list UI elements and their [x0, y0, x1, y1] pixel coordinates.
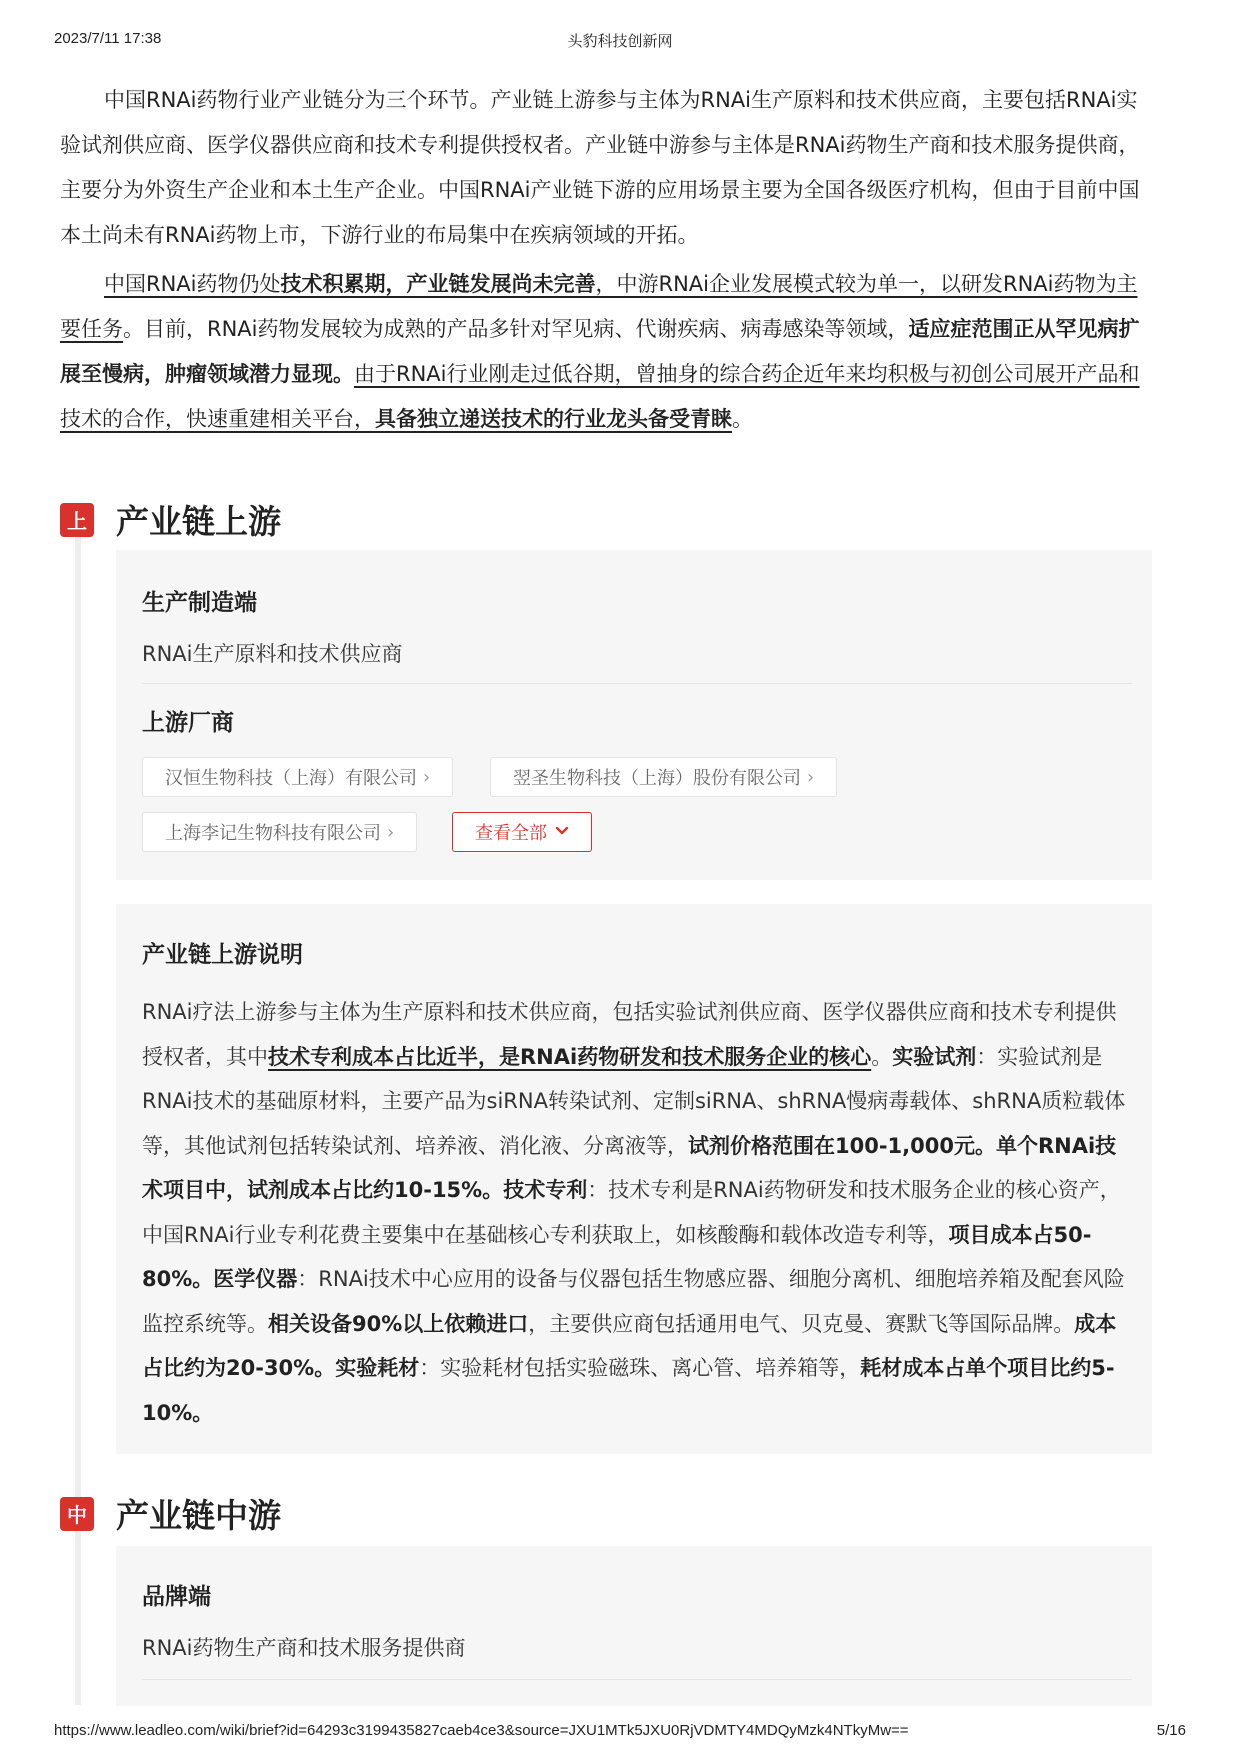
view-all-vendors-button[interactable]: [452, 812, 592, 852]
desc-d10: 相关设备90%以上依赖进口: [268, 1311, 529, 1336]
intro-p2-s7: 具备独立递送技术的行业龙头备受青睐: [375, 407, 732, 431]
vendor-name: 上海李记生物科技有限公司: [165, 823, 381, 844]
desc-d14: 耗材成本占单个项目比约5-10%。: [142, 1356, 1115, 1425]
upstream-description-card: [116, 904, 1152, 1454]
chevron-down-icon: [555, 824, 569, 840]
site-title: 头豹科技创新网: [567, 33, 673, 50]
intro-p1-text: 中国RNAi药物行业产业链分为三个环节。产业链上游参与主体为RNAi生产原料和技术供应商，主要包括RNAi实验试剂供应商、医学仪器供应商和技术专利提供授权者。产业链中游参与主体是RNAi药物生产商和技术服务提供商，主要分为外资生产企业和本土生产企业。中国RNAi产业链下游的应用场景主要为全国各级医疗机构，但由于目前中国本土尚未有RNAi药物上市，下游行业的布局集中在疾病领域的开拓。: [60, 88, 1140, 247]
intro-p2-s6: 由于RNAi行业刚走过低谷期，曾抽身的综合药企近年来均积极与初创公司展开产品和技术的合作，快速重建相关平台，: [60, 362, 1140, 431]
chevron-right-icon: ›: [387, 821, 395, 843]
section-midstream-title: [60, 1490, 281, 1537]
section-upstream-title: [60, 496, 281, 543]
page-number: 5/16: [1156, 1722, 1186, 1739]
card-divider: [142, 1679, 1132, 1680]
desc-d6: 试剂价格范围在100-1,000元。单个RNAi技术项目中，试剂成本占比约10-15%。技术专利: [142, 1133, 1117, 1202]
vendor-name: 翌圣生物科技（上海）股份有限公司: [513, 768, 801, 789]
intro-p2-s5: 适应症范围正从罕见病扩展至慢病，肿瘤领域潜力显现。: [60, 317, 1140, 386]
page-url: https://www.leadleo.com/wiki/brief?id=64293c3199435827caeb4ce3&source=JXU1MTk5JXU0RjVDMTY4MDQyMzk4NTkyMw==: [54, 1722, 909, 1739]
desc-d3: 。: [871, 1044, 893, 1069]
upstream-badge: 上: [60, 503, 94, 537]
intro-paragraph-1: [60, 78, 1156, 258]
upstream-segment-value: RNAi生产原料和技术供应商: [142, 642, 403, 666]
desc-d5: ：实验试剂是RNAi技术的基础原材料，主要产品为siRNA转染试剂、定制siRNA、shRNA慢病毒载体、shRNA质粒载体等，其他试剂包括转染试剂、培养液、消化液、分离液等，: [142, 1044, 1126, 1158]
vendor-chip-yisheng[interactable]: [490, 757, 837, 797]
upstream-title: 产业链上游: [116, 502, 281, 541]
upstream-segment-label: 生产制造端: [142, 590, 257, 616]
desc-d7: ：技术专利是RNAi药物研发和技术服务企业的核心资产，中国RNAi行业专利花费主要集中在基础核心专利获取上，如核酸酶和载体改造专利等，: [142, 1178, 1121, 1247]
desc-d11: ，主要供应商包括通用电气、贝克曼、赛默飞等国际品牌。: [528, 1311, 1075, 1336]
desc-d8: 项目成本占50-80%。医学仪器: [142, 1222, 1092, 1291]
intro-p2-s1: 中国RNAi药物仍处: [104, 272, 281, 296]
chevron-right-icon: ›: [423, 766, 431, 788]
desc-d4: 实验试剂: [892, 1044, 977, 1069]
upstream-vendors-label: 上游厂商: [142, 710, 234, 736]
midstream-segment-label: 品牌端: [142, 1584, 211, 1610]
desc-d12: 成本占比约为20-30%。实验耗材: [142, 1311, 1117, 1380]
print-datetime: 2023/7/11 17:38: [54, 30, 162, 47]
desc-d1: RNAi疗法上游参与主体为生产原料和技术供应商，包括实验试剂供应商、医学仪器供应商和技术专利提供授权者，其中: [142, 1000, 1117, 1069]
vendor-chip-hanheng[interactable]: [142, 757, 453, 797]
desc-d9: ：RNAi技术中心应用的设备与仪器包括生物感应器、细胞分离机、细胞培养箱及配套风险监控系统等。: [142, 1267, 1125, 1336]
desc-d2: 技术专利成本占比近半，是RNAi药物研发和技术服务企业的核心: [268, 1044, 872, 1069]
intro-p2-s3: ，中游RNAi企业发展模式较为单一，以研发RNAi药物为主要任务: [60, 272, 1138, 341]
midstream-title: 产业链中游: [116, 1496, 281, 1535]
upstream-desc-text: [142, 990, 1132, 1435]
midstream-info-card: [116, 1546, 1152, 1706]
intro-p2-s8: 。: [732, 407, 753, 431]
midstream-segment-value: RNAi药物生产商和技术服务提供商: [142, 1636, 466, 1660]
intro-p2-s2: 技术积累期，产业链发展尚未完善: [280, 272, 596, 296]
upstream-info-card: [116, 550, 1152, 880]
chevron-right-icon: ›: [807, 766, 815, 788]
intro-p2-s4: 。目前，RNAi药物发展较为成熟的产品多针对罕见病、代谢疾病、病毒感染等领域，: [123, 317, 909, 341]
card-divider: [142, 683, 1132, 684]
midstream-badge: 中: [60, 1497, 94, 1531]
vendor-chip-liji[interactable]: [142, 812, 417, 852]
desc-d13: ：实验耗材包括实验磁珠、离心管、培养箱等，: [419, 1356, 861, 1380]
upstream-desc-title: 产业链上游说明: [142, 942, 303, 968]
vendor-name: 汉恒生物科技（上海）有限公司: [165, 768, 417, 789]
intro-paragraph-2: [60, 262, 1156, 442]
view-all-label: 查看全部: [475, 823, 547, 844]
